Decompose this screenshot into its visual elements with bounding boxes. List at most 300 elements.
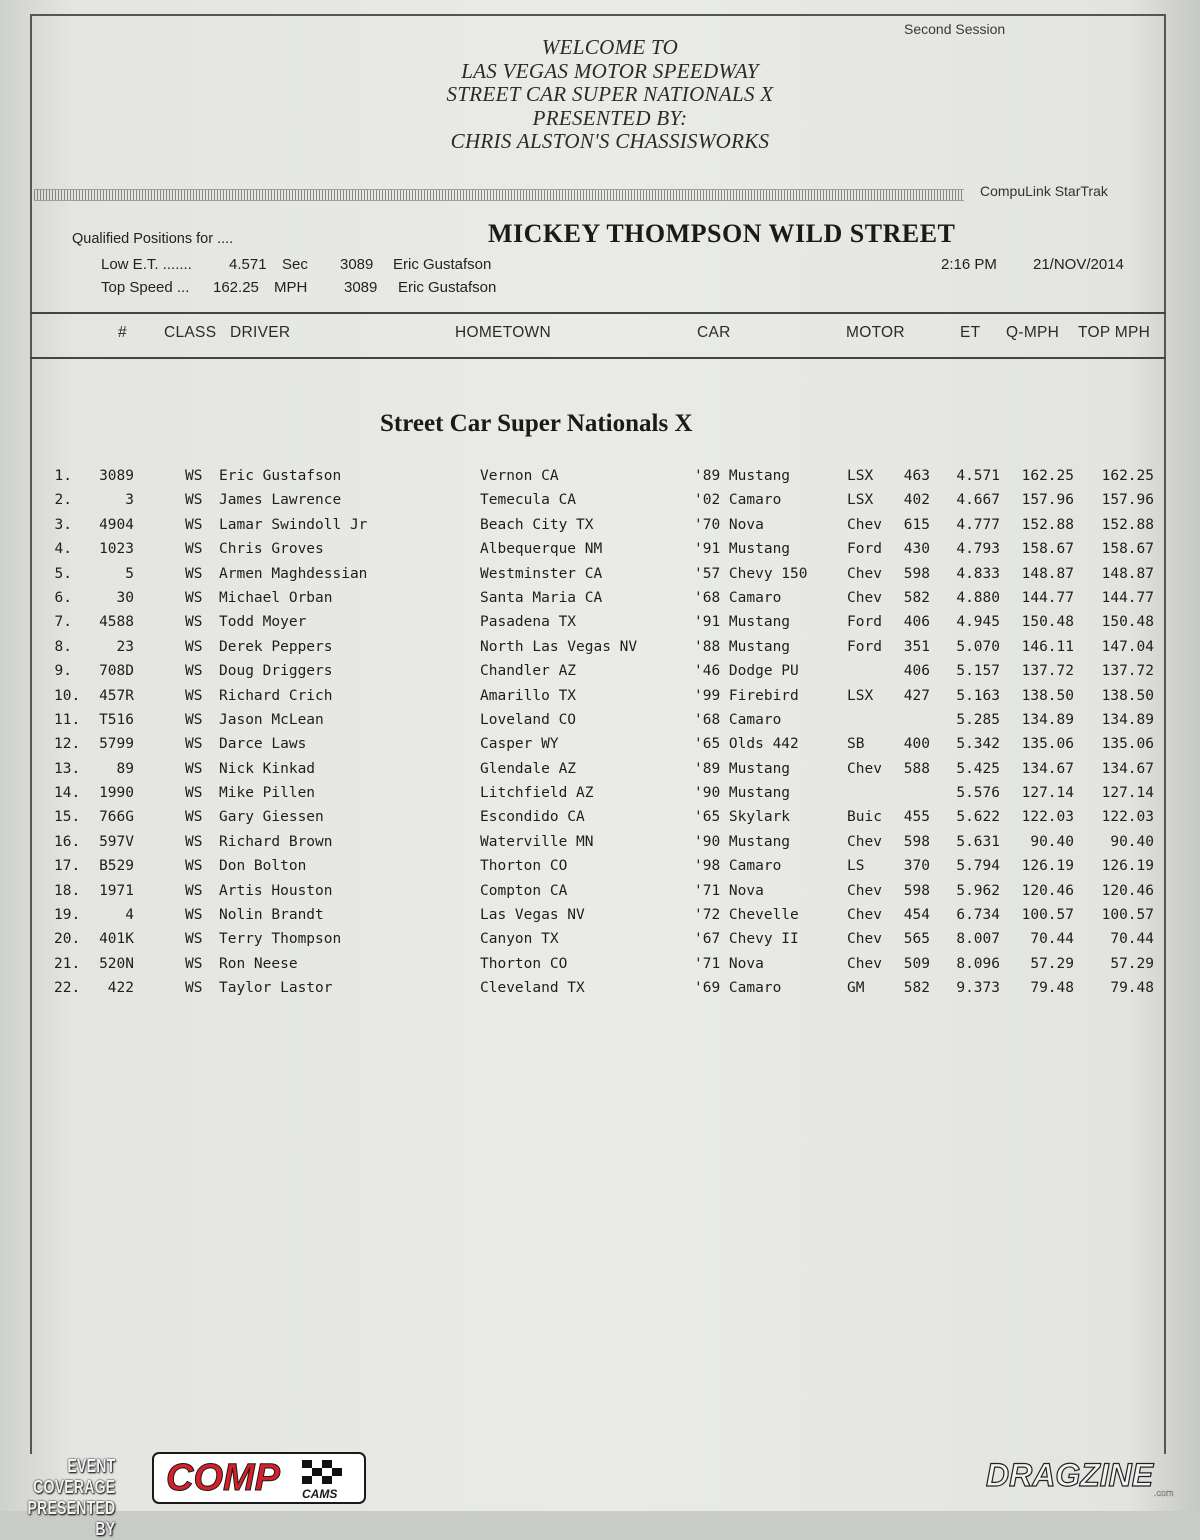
col-header-car: CAR [697,324,731,341]
row-position: 13. [54,760,81,777]
table-row [0,759,1200,783]
row-et: 5.794 [956,858,1000,875]
col-header-topmph: TOP MPH [1078,324,1151,341]
row-top-mph: 162.25 [1101,468,1154,484]
top-speed-label: Top Speed ... [101,279,190,296]
row-et: 4.667 [956,492,1000,509]
row-motor: Chev [847,907,882,924]
row-hometown: Canyon TX [480,931,559,948]
session-label: Second Session [904,21,1006,37]
row-car-number: 1023 [99,541,134,558]
row-driver: Eric Gustafson [219,468,342,484]
qualified-positions-label: Qualified Positions for .... [72,231,234,247]
row-hometown: Thorton CO [480,858,568,875]
row-position: 21. [54,955,81,972]
row-qualifying-mph: 138.50 [1021,687,1074,704]
row-car: '02 Camaro [694,492,782,509]
row-hometown: Temecula CA [480,492,577,509]
row-et: 5.163 [956,687,1000,704]
row-driver: Ron Neese [219,955,298,972]
row-top-mph: 152.88 [1101,516,1154,533]
row-driver: Richard Crich [219,687,333,704]
row-class: WS [185,589,203,606]
row-hometown: Casper WY [480,736,559,753]
row-motor: Chev [847,516,882,533]
low-et-unit: Sec [282,256,308,273]
row-class: WS [185,541,203,558]
row-qualifying-mph: 70.44 [1030,931,1074,948]
top-speed-car: 3089 [344,279,378,296]
row-driver: Artis Houston [219,882,333,899]
row-displacement: 588 [903,760,930,777]
table-row [0,490,1200,514]
comp-cams-logo [152,1452,366,1504]
row-car-number: 3 [125,492,134,509]
table-row [0,978,1200,1002]
row-qualifying-mph: 127.14 [1021,785,1074,802]
row-hometown: Amarillo TX [480,687,577,704]
row-displacement: 582 [903,589,930,606]
row-driver: Jason McLean [219,711,324,728]
row-motor: LSX [847,468,874,484]
row-top-mph: 137.72 [1101,663,1154,680]
row-top-mph: 100.57 [1101,907,1154,924]
row-et: 6.734 [956,907,1000,924]
row-position: 4. [54,541,72,558]
row-top-mph: 120.46 [1101,882,1154,899]
row-hometown: Glendale AZ [480,760,577,777]
table-row [0,637,1200,661]
row-hometown: Beach City TX [480,516,594,533]
row-class: WS [185,638,203,655]
row-class: WS [185,907,203,924]
row-position: 12. [54,736,81,753]
col-header-hometown: HOMETOWN [455,324,551,341]
row-motor: GM [847,980,865,997]
row-qualifying-mph: 162.25 [1021,468,1074,484]
row-hometown: North Las Vegas NV [480,638,638,655]
row-car: '71 Nova [694,955,764,972]
row-top-mph: 138.50 [1101,687,1154,704]
row-class: WS [185,663,203,680]
row-qualifying-mph: 137.72 [1021,663,1074,680]
top-speed-unit: MPH [274,279,308,296]
row-et: 4.945 [956,614,1000,631]
row-driver: Todd Moyer [219,614,307,631]
row-car-number: 4588 [99,614,134,631]
row-car-number: 5799 [99,736,134,753]
row-driver: Doug Driggers [219,663,333,680]
row-driver: Gary Giessen [219,809,324,826]
low-et-car: 3089 [340,256,374,273]
row-et: 5.157 [956,663,1000,680]
row-car-number: 708D [99,663,134,680]
row-motor: LSX [847,492,874,509]
header-rule-top [30,312,1166,314]
row-top-mph: 134.67 [1101,760,1154,777]
row-hometown: Albequerque NM [480,541,603,558]
row-position: 11. [54,711,81,728]
row-qualifying-mph: 90.40 [1030,833,1074,850]
row-qualifying-mph: 79.48 [1030,980,1074,997]
row-car: '57 Chevy 150 [694,565,808,582]
row-car-number: B529 [99,858,134,875]
row-hometown: Waterville MN [480,833,594,850]
row-motor: Chev [847,882,882,899]
row-qualifying-mph: 100.57 [1021,907,1074,924]
table-row [0,734,1200,758]
row-car-number: 5 [125,565,134,582]
row-car-number: 4 [125,907,134,924]
row-driver: Lamar Swindoll Jr [219,516,368,533]
row-top-mph: 70.44 [1110,931,1154,948]
row-qualifying-mph: 122.03 [1021,809,1074,826]
row-displacement: 598 [903,565,930,582]
row-car-number: 3089 [99,468,134,484]
table-row [0,515,1200,539]
row-motor: LS [847,858,865,875]
row-car: '72 Chevelle [694,907,799,924]
table-row [0,466,1200,490]
row-hometown: Vernon CA [480,468,559,484]
row-class: WS [185,931,203,948]
row-class: WS [185,760,203,777]
row-car-number: 1971 [99,882,134,899]
row-class: WS [185,468,203,484]
row-driver: Armen Maghdessian [219,565,368,582]
header-rule-bottom [30,357,1166,359]
row-position: 22. [54,980,81,997]
row-top-mph: 150.48 [1101,614,1154,631]
row-car-number: 30 [116,589,134,606]
row-car-number: 89 [116,760,134,777]
row-top-mph: 79.48 [1110,980,1154,997]
table-row [0,661,1200,685]
welcome-line: PRESENTED BY: [532,105,688,130]
row-motor: Chev [847,589,882,606]
row-et: 5.285 [956,711,1000,728]
row-motor: Chev [847,955,882,972]
row-qualifying-mph: 158.67 [1021,541,1074,558]
table-row [0,710,1200,734]
col-header-driver: DRIVER [230,324,291,341]
row-displacement: 455 [903,809,930,826]
low-et-label: Low E.T. ....... [101,256,192,273]
row-et: 8.096 [956,955,1000,972]
row-qualifying-mph: 120.46 [1021,882,1074,899]
row-class: WS [185,955,203,972]
row-displacement: 598 [903,833,930,850]
row-top-mph: 157.96 [1101,492,1154,509]
table-row [0,807,1200,831]
row-car: '67 Chevy II [694,931,799,948]
row-car: '89 Mustang [694,760,791,777]
coverage-line: EVENT COVERAGE [33,1456,116,1497]
row-car-number: 422 [107,980,134,997]
row-car: '69 Camaro [694,980,782,997]
row-displacement: 454 [903,907,930,924]
row-position: 3. [54,516,72,533]
row-et: 5.631 [956,833,1000,850]
row-top-mph: 126.19 [1101,858,1154,875]
row-driver: Nolin Brandt [219,907,324,924]
row-qualifying-mph: 126.19 [1021,858,1074,875]
row-displacement: 400 [903,736,930,753]
row-motor: Chev [847,931,882,948]
row-class: WS [185,785,203,802]
row-hometown: Escondido CA [480,809,585,826]
row-displacement: 463 [903,468,930,484]
class-title: MICKEY THOMPSON WILD STREET [488,219,956,248]
row-top-mph: 148.87 [1101,565,1154,582]
row-hometown: Santa Maria CA [480,589,603,606]
row-top-mph: 147.04 [1101,638,1154,655]
dragzine-logo [984,1452,1186,1498]
table-row [0,783,1200,807]
table-row [0,929,1200,953]
row-position: 20. [54,931,81,948]
row-motor: Chev [847,760,882,777]
row-position: 8. [54,638,72,655]
row-car: '99 Firebird [694,687,799,704]
row-hometown: Pasadena TX [480,614,577,631]
row-position: 2. [54,492,72,509]
row-driver: Richard Brown [219,833,333,850]
row-car: '90 Mustang [694,785,791,802]
row-qualifying-mph: 150.48 [1021,614,1074,631]
row-position: 7. [54,614,72,631]
table-row [0,905,1200,929]
row-top-mph: 57.29 [1110,955,1154,972]
table-row [0,686,1200,710]
row-displacement: 427 [903,687,930,704]
row-et: 4.793 [956,541,1000,558]
col-header-et: ET [960,324,981,341]
row-top-mph: 122.03 [1101,809,1154,826]
col-header-qmph: Q-MPH [1006,324,1060,341]
dragzine-logo-subtext: .com [1154,1488,1174,1498]
row-car: '46 Dodge PU [694,663,799,680]
row-driver: Michael Orban [219,589,333,606]
comp-logo-subtext: CAMS [302,1487,338,1501]
row-top-mph: 127.14 [1101,785,1154,802]
row-et: 5.962 [956,882,1000,899]
row-motor: Chev [847,565,882,582]
row-displacement: 615 [903,516,930,533]
row-displacement: 509 [903,955,930,972]
row-car-number: 401K [99,931,134,948]
welcome-line: LAS VEGAS MOTOR SPEEDWAY [461,58,759,83]
row-class: WS [185,565,203,582]
row-qualifying-mph: 57.29 [1030,955,1074,972]
row-motor: Ford [847,541,882,558]
row-motor: LSX [847,687,874,704]
row-displacement: 402 [903,492,930,509]
row-driver: Darce Laws [219,736,307,753]
row-et: 9.373 [956,980,1000,997]
top-speed-value: 162.25 [213,279,259,296]
coverage-line: PRESENTED BY [27,1498,116,1539]
row-car: '68 Camaro [694,711,782,728]
row-driver: James Lawrence [219,492,342,509]
row-class: WS [185,980,203,997]
row-hometown: Las Vegas NV [480,907,585,924]
row-position: 14. [54,785,81,802]
row-car-number: 23 [116,638,134,655]
row-car-number: T516 [99,711,134,728]
row-class: WS [185,882,203,899]
row-motor: Ford [847,614,882,631]
row-position: 5. [54,565,72,582]
row-hometown: Loveland CO [480,711,577,728]
row-displacement: 406 [903,614,930,631]
row-et: 4.571 [956,468,1000,484]
row-motor: Chev [847,833,882,850]
row-position: 15. [54,809,81,826]
row-et: 4.880 [956,589,1000,606]
row-car: '91 Mustang [694,541,791,558]
row-class: WS [185,711,203,728]
table-row [0,612,1200,636]
row-et: 5.576 [956,785,1000,802]
timing-system-label: CompuLink StarTrak [980,183,1108,199]
row-position: 6. [54,589,72,606]
row-driver: Chris Groves [219,541,324,558]
row-top-mph: 144.77 [1101,589,1154,606]
row-hometown: Chandler AZ [480,663,577,680]
row-motor: SB [847,736,865,753]
row-car: '91 Mustang [694,614,791,631]
row-driver: Don Bolton [219,858,307,875]
row-et: 5.070 [956,638,1000,655]
sheet-border-top [30,14,1166,16]
row-qualifying-mph: 146.11 [1021,638,1074,655]
row-car: '89 Mustang [694,468,791,484]
row-motor: Buic [847,809,882,826]
row-car-number: 766G [99,809,134,826]
row-car: '65 Skylark [694,809,791,826]
row-car: '65 Olds 442 [694,736,799,753]
row-motor: Ford [847,638,882,655]
row-car-number: 1990 [99,785,134,802]
table-row [0,832,1200,856]
row-driver: Derek Peppers [219,638,333,655]
row-hometown: Compton CA [480,882,568,899]
welcome-line: WELCOME TO [541,35,679,59]
row-driver: Taylor Lastor [219,980,333,997]
row-displacement: 406 [903,663,930,680]
row-qualifying-mph: 157.96 [1021,492,1074,509]
row-et: 5.622 [956,809,1000,826]
row-car-number: 520N [99,955,134,972]
low-et-value: 4.571 [229,256,267,273]
event-title: Street Car Super Nationals X [380,410,693,437]
row-position: 16. [54,833,81,850]
row-position: 1. [54,468,72,484]
row-class: WS [185,614,203,631]
event-coverage-label [14,1456,115,1540]
row-car: '90 Mustang [694,833,791,850]
col-header-motor: MOTOR [846,324,905,341]
row-position: 9. [54,663,72,680]
row-et: 4.777 [956,516,1000,533]
row-et: 4.833 [956,565,1000,582]
row-top-mph: 158.67 [1101,541,1154,558]
col-header-num: # [118,324,127,341]
table-row [0,564,1200,588]
welcome-header [350,36,870,154]
report-time: 2:16 PM [941,256,997,273]
row-qualifying-mph: 144.77 [1021,589,1074,606]
row-displacement: 582 [903,980,930,997]
row-class: WS [185,516,203,533]
welcome-line: STREET CAR SUPER NATIONALS X [446,82,774,106]
low-et-driver: Eric Gustafson [393,256,492,273]
row-car: '70 Nova [694,516,764,533]
row-qualifying-mph: 135.06 [1021,736,1074,753]
row-car: '98 Camaro [694,858,782,875]
results-table [0,466,1200,1003]
table-row [0,588,1200,612]
top-speed-driver: Eric Gustafson [398,279,497,296]
row-displacement: 430 [903,541,930,558]
row-qualifying-mph: 134.67 [1021,760,1074,777]
row-driver: Mike Pillen [219,785,316,802]
row-class: WS [185,809,203,826]
welcome-line: CHRIS ALSTON'S CHASSISWORKS [450,129,770,153]
row-position: 17. [54,858,81,875]
row-car: '71 Nova [694,882,764,899]
row-hometown: Westminster CA [480,565,603,582]
row-class: WS [185,833,203,850]
row-class: WS [185,687,203,704]
row-qualifying-mph: 152.88 [1021,516,1074,533]
row-displacement: 565 [903,931,930,948]
row-driver: Terry Thompson [219,931,342,948]
row-displacement: 370 [903,858,930,875]
row-qualifying-mph: 134.89 [1021,711,1074,728]
row-top-mph: 134.89 [1101,711,1154,728]
row-qualifying-mph: 148.87 [1021,565,1074,582]
col-header-class: CLASS [164,324,217,341]
row-position: 10. [54,687,81,704]
row-position: 19. [54,907,81,924]
dotted-separator [34,189,964,201]
row-car: '68 Camaro [694,589,782,606]
row-car: '88 Mustang [694,638,791,655]
row-car-number: 4904 [99,516,134,533]
row-hometown: Cleveland TX [480,980,585,997]
dragzine-logo-text: DRAGZINE [986,1457,1154,1493]
table-row [0,881,1200,905]
row-class: WS [185,492,203,509]
row-top-mph: 90.40 [1110,833,1154,850]
table-row [0,539,1200,563]
comp-logo-text: COMP [166,1457,280,1499]
row-et: 8.007 [956,931,1000,948]
table-row [0,954,1200,978]
table-row [0,856,1200,880]
row-class: WS [185,858,203,875]
row-et: 5.342 [956,736,1000,753]
row-displacement: 351 [903,638,930,655]
row-class: WS [185,736,203,753]
row-car-number: 597V [99,833,134,850]
row-position: 18. [54,882,81,899]
row-car-number: 457R [99,687,134,704]
row-hometown: Thorton CO [480,955,568,972]
row-top-mph: 135.06 [1101,736,1154,753]
